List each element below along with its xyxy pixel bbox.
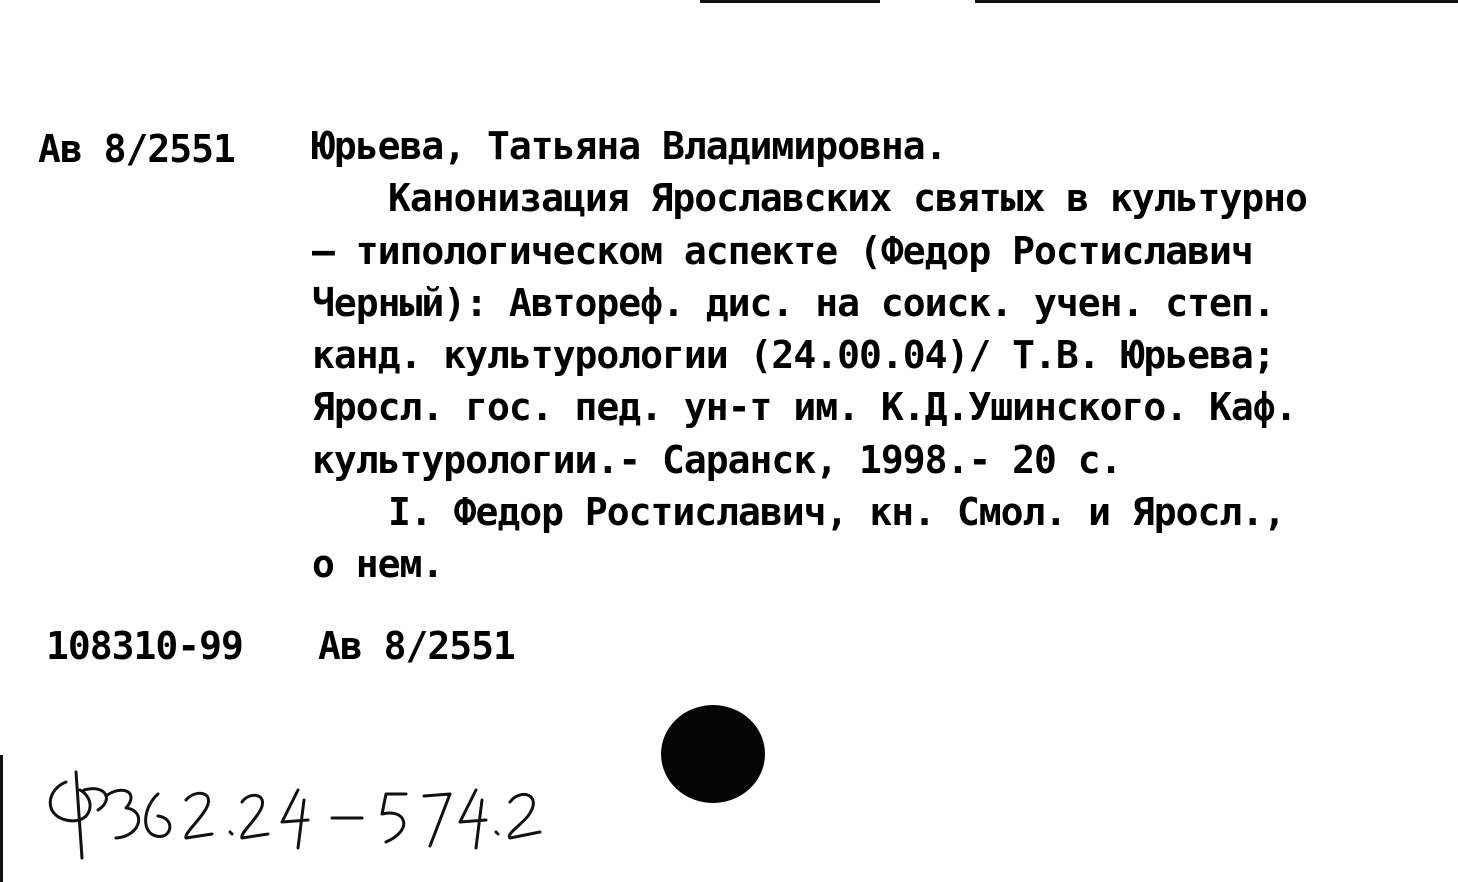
entry-author: Юрьева, Татьяна Владимировна. (312, 124, 947, 168)
scan-edge-top (700, 0, 880, 3)
entry-description-line: канд. культурологии (24.00.04)/ Т.В. Юрьева; (312, 333, 1275, 378)
entry-subject-line: I. Федор Ростиславич, кн. Смол. и Яросл., (388, 490, 1285, 535)
entry-description-line: Черный): Автореф. дис. на соиск. учен. степ. (312, 280, 1275, 325)
entry-imprint-line: культурологии.- Саранск, 1998.- 20 с. (312, 437, 1122, 482)
handwritten-classification (36, 760, 576, 870)
entry-title-line: – типологическом аспекте (Федор Ростиславич (312, 228, 1253, 273)
scan-edge-left (0, 755, 3, 882)
entry-title-line: Канонизация Ярославских святых в культурно (388, 176, 1307, 221)
shelfmark-repeat: Ав 8/2551 (318, 624, 515, 668)
punch-hole (661, 705, 765, 803)
shelfmark: Ав 8/2551 (38, 127, 235, 171)
inventory-number: 108310-99 (46, 624, 243, 668)
entry-description-line: Яросл. гос. пед. ун-т им. К.Д.Ушинского. Каф. (312, 385, 1297, 430)
entry-subject-line: о нем. (312, 542, 444, 587)
bibliographic-entry (312, 120, 1412, 591)
scan-edge-top-right (975, 0, 1458, 3)
